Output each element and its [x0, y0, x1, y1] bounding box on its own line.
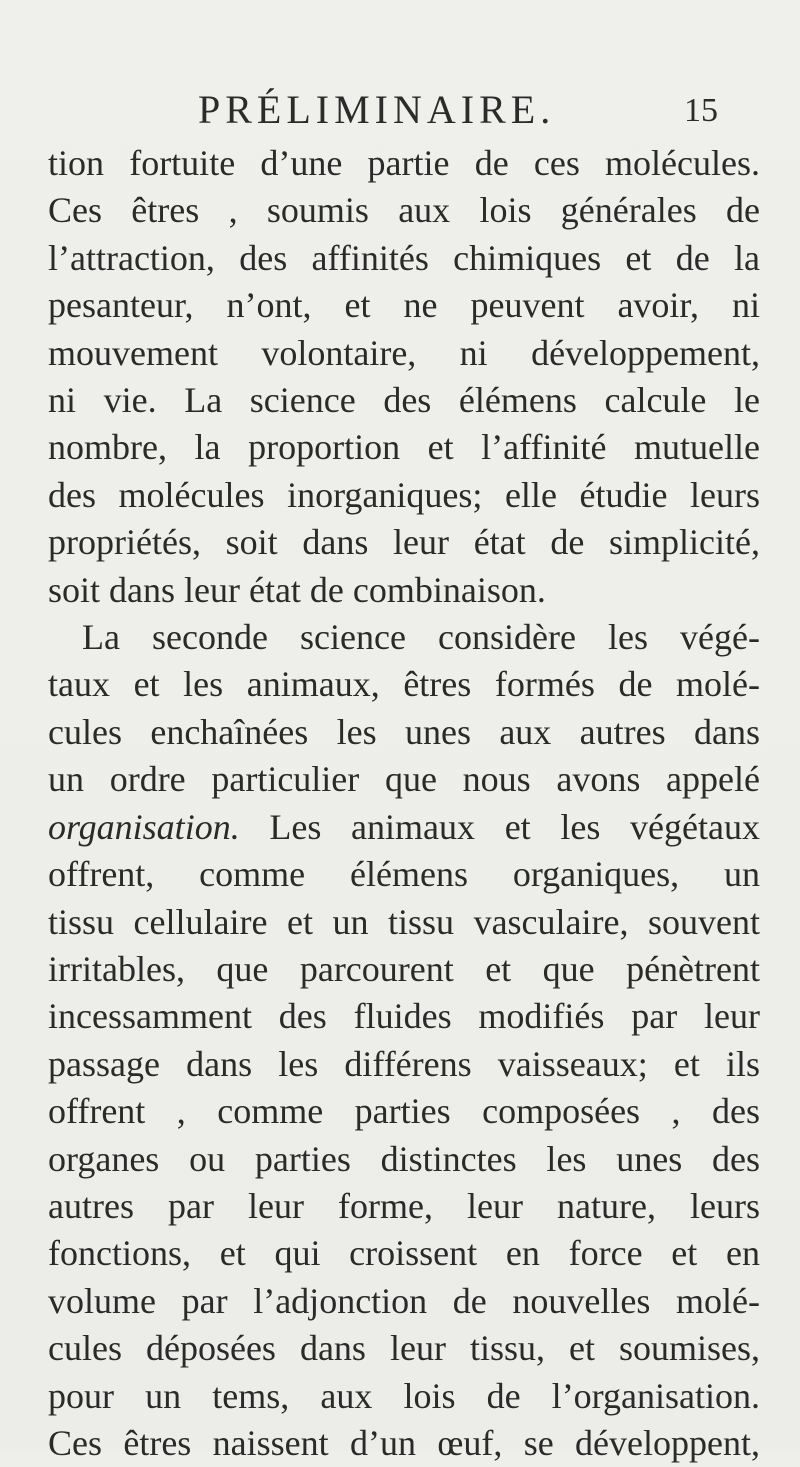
- text-line-mixed: [48, 804, 760, 851]
- text-line: l’attraction, des affinités chimiques et de la: [48, 237, 760, 278]
- text-line: passage dans les différens vaisseaux; et ils: [48, 1043, 760, 1084]
- italic-term: organisation.: [48, 806, 240, 847]
- text-line-rest: Les animaux et les végétaux: [269, 806, 760, 847]
- text-line: nombre, la proportion et l’affinité mutuelle: [48, 427, 760, 468]
- text-line: des molécules inorganiques; elle étudie leurs: [48, 474, 760, 515]
- text-line: cules enchaînées les unes aux autres dans: [48, 711, 760, 752]
- text-line: incessamment des fluides modifiés par leur: [48, 996, 760, 1037]
- text-line: Ces êtres , soumis aux lois générales de: [48, 190, 760, 231]
- text-line: mouvement volontaire, ni développement,: [48, 332, 760, 373]
- text-line: offrent, comme élémens organiques, un: [48, 854, 760, 895]
- text-line: un ordre particulier que nous avons appelé: [48, 759, 760, 800]
- text-line: autres par leur forme, leur nature, leurs: [48, 1185, 760, 1226]
- text-line: offrent , comme parties composées , des: [48, 1091, 760, 1132]
- text-line: tion fortuite d’une partie de ces molécules.: [48, 143, 760, 183]
- text-line: Ces êtres naissent d’un œuf, se développent,: [48, 1422, 760, 1463]
- running-header: [198, 86, 718, 130]
- text-line: irritables, que parcourent et que pénètrent: [48, 948, 760, 989]
- text-line: soit dans leur état de combinaison.: [48, 569, 546, 610]
- text-line: propriétés, soit dans leur état de simplicité,: [48, 522, 760, 563]
- text-line: cules déposées dans leur tissu, et soumises,: [48, 1328, 760, 1369]
- text-line: taux et les animaux, êtres formés de molé-: [48, 664, 760, 705]
- page-number: 15: [684, 92, 718, 129]
- running-title: PRÉLIMINAIRE.: [198, 87, 556, 132]
- body-text: [48, 140, 760, 1467]
- text-line: tissu cellulaire et un tissu vasculaire, souvent: [48, 901, 760, 942]
- text-line: pesanteur, n’ont, et ne peuvent avoir, ni: [48, 285, 760, 326]
- text-line: ni vie. La science des élémens calcule le: [48, 380, 760, 421]
- text-line: organes ou parties distinctes les unes des: [48, 1138, 760, 1179]
- text-line: volume par l’adjonction de nouvelles molé-: [48, 1280, 760, 1321]
- paragraph-start-line: La seconde science considère les végé-: [82, 617, 760, 658]
- text-line: pour un tems, aux lois de l’organisation.: [48, 1375, 760, 1416]
- text-line: fonctions, et qui croissent en force et en: [48, 1233, 760, 1274]
